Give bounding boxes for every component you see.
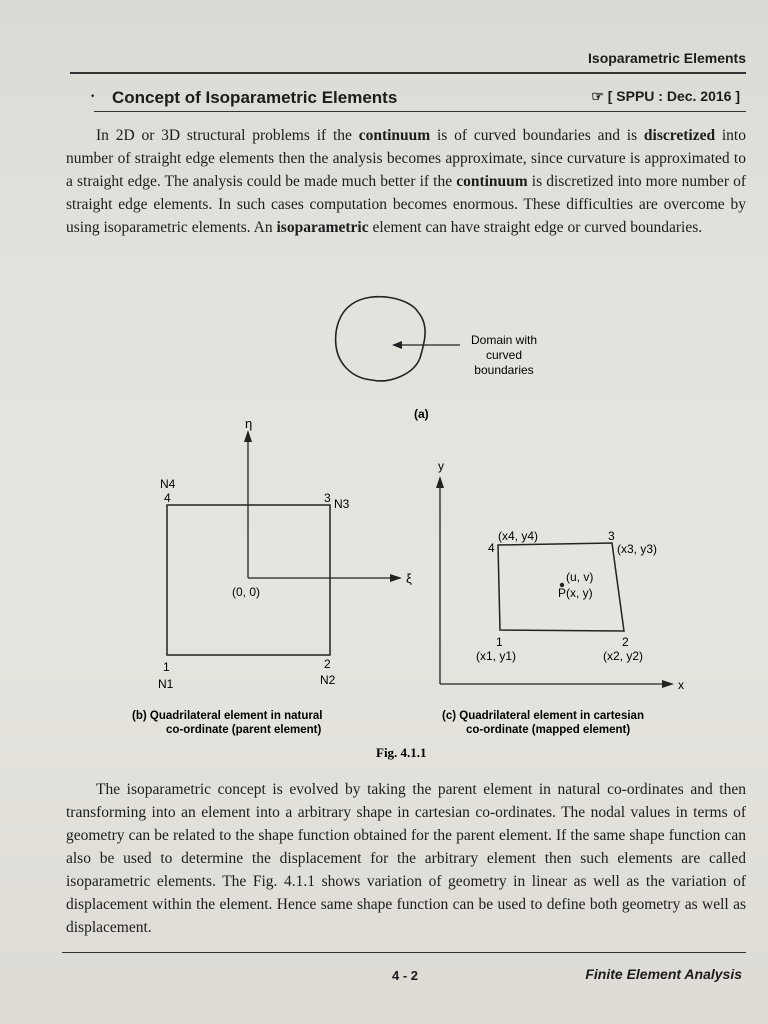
node-n1-label: N1 (158, 677, 174, 691)
page-number: 4 - 2 (392, 968, 419, 983)
node-1-coords: (x1, y1) (476, 649, 517, 663)
section-rule (94, 111, 746, 112)
fig-a-domain (336, 297, 537, 421)
intro-paragraph: In 2D or 3D structural problems if the continuum is of curved boundaries and is discretized into number of straight edge elements then the analysis becomes approximate, since curvature is approximated to a straight edge. The analysis could be made much better if the continuum is discretized into more number of straight edge elements. In such cases computation becomes enormous. These difficulties are overcome by using isoparametric elements. An isoparametric element can have straight edge or curved boundaries. (66, 127, 746, 236)
domain-label-line3: boundaries (474, 363, 534, 377)
figure-4-1-1 (0, 290, 768, 770)
node-1-number: 1 (496, 635, 503, 649)
running-header: Isoparametric Elements (588, 50, 746, 66)
node-2-coords: (x2, y2) (603, 649, 644, 663)
y-label: y (438, 459, 444, 473)
body-paragraph: The isoparametric concept is evolved by taking the parent element in natural co-ordinates and then transforming into an element into a arbitrary shape in cartesian co-ordinates. The nodal values in terms of geometry can be related to the shape function obtained for the parent element. If the same shape function can also be used to determine the displacement for the arbitrary element then such elements are called isoparametric elements. The Fig. 4.1.1 shows variation of geometry in linear as well as the variation of displacement within the element. Hence same shape function can be used to define both geometry as well as displacement. (66, 781, 746, 936)
node-2-number: 2 (324, 657, 331, 671)
point-uv-label: (u, v) (566, 570, 594, 584)
hand-pointing-icon: ☞ (591, 88, 604, 104)
node-n4-label: N4 (160, 477, 176, 491)
eta-arrowhead (244, 430, 252, 442)
fig-b-caption-line2: co-ordinate (parent element) (166, 724, 322, 736)
node-n3-label: N3 (334, 497, 350, 511)
book-title: Finite Element Analysis (585, 966, 742, 982)
exam-reference: ☞ [ SPPU : Dec. 2016 ] (591, 88, 740, 104)
node-3-number: 3 (324, 491, 331, 505)
footer-rule (62, 952, 746, 953)
x-label: x (678, 678, 684, 692)
node-2-number: 2 (622, 635, 629, 649)
fig-a-tag: (a) (414, 407, 429, 421)
section-bullet: · (90, 88, 96, 105)
node-n2-label: N2 (320, 673, 336, 687)
origin-label: (0, 0) (232, 585, 261, 599)
eta-label: η (245, 416, 253, 431)
node-1-number: 1 (163, 660, 170, 674)
node-3-coords: (x3, y3) (617, 542, 658, 556)
section-title: Concept of Isoparametric Elements (112, 88, 398, 107)
header-rule (70, 72, 746, 74)
fig-b-caption-line1: (b) Quadrilateral element in natural (132, 710, 323, 722)
domain-label-line1: Domain with (470, 333, 538, 347)
node-4-coords: (x4, y4) (498, 529, 539, 543)
curved-domain-shape (336, 297, 425, 381)
domain-pointer-arrowhead (392, 341, 402, 349)
node-4-number: 4 (488, 541, 495, 555)
xi-label: ξ (406, 571, 412, 586)
figure-number: Fig. 4.1.1 (376, 745, 427, 760)
x-arrowhead (662, 680, 674, 688)
node-3-number: 3 (608, 529, 615, 543)
fig-b-parent-element (132, 416, 412, 736)
xi-arrowhead (390, 574, 402, 582)
node-4-number: 4 (164, 491, 171, 505)
domain-label-line2: curved (485, 348, 523, 362)
fig-c-caption-line1: (c) Quadrilateral element in cartesian (442, 710, 644, 722)
point-p-label: P(x, y) (558, 586, 593, 600)
fig-c-caption-line2: co-ordinate (mapped element) (466, 724, 631, 736)
fig-c-mapped-element (436, 459, 684, 736)
y-arrowhead (436, 476, 444, 488)
